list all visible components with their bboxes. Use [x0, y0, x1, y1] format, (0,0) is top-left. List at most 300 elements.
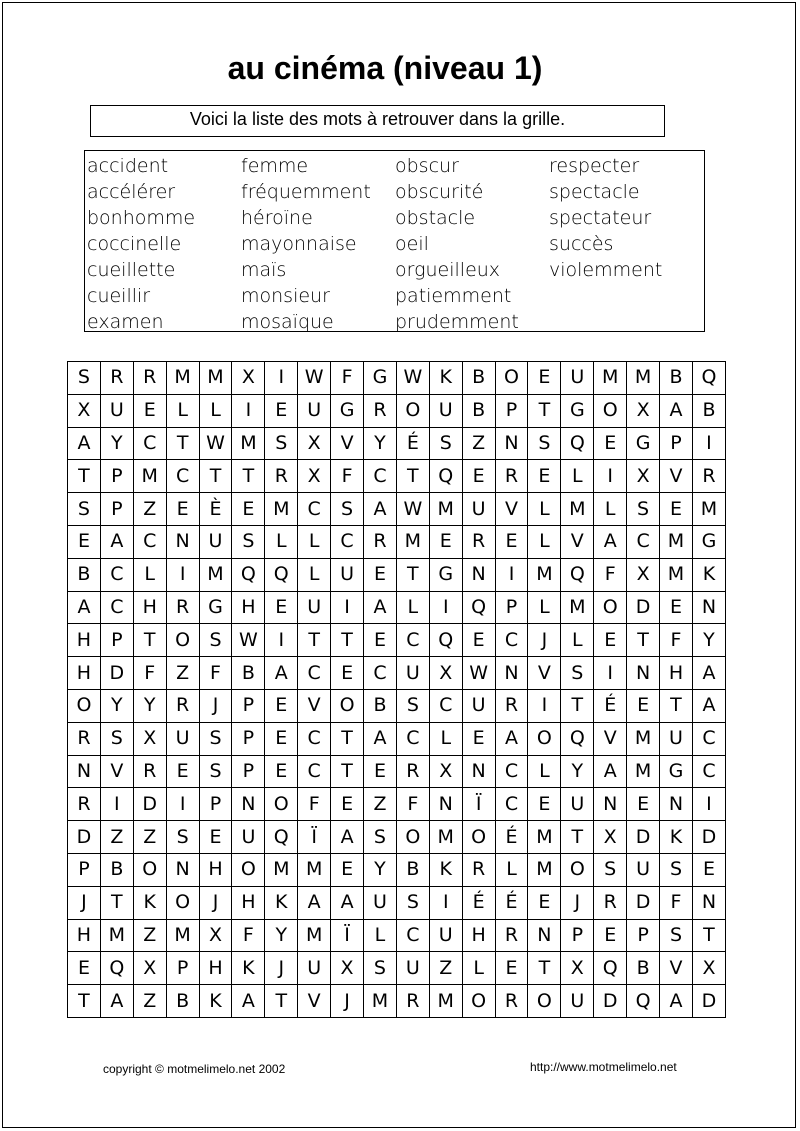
grid-cell[interactable]: E [331, 788, 364, 821]
grid-cell[interactable]: U [462, 493, 495, 526]
grid-cell[interactable]: O [133, 853, 166, 886]
grid-cell[interactable]: P [68, 853, 101, 886]
grid-cell[interactable]: C [495, 788, 528, 821]
grid-cell[interactable]: Q [429, 624, 462, 657]
grid-cell[interactable]: K [660, 821, 693, 854]
grid-cell[interactable]: L [265, 525, 298, 558]
grid-cell[interactable]: C [298, 722, 331, 755]
grid-cell[interactable]: Y [133, 689, 166, 722]
grid-cell[interactable]: E [133, 394, 166, 427]
grid-cell[interactable]: S [100, 722, 133, 755]
grid-cell[interactable]: H [232, 886, 265, 919]
grid-cell[interactable]: A [660, 394, 693, 427]
grid-cell[interactable]: T [68, 985, 101, 1018]
grid-cell[interactable]: C [100, 558, 133, 591]
grid-cell[interactable]: V [660, 460, 693, 493]
grid-cell[interactable]: X [627, 394, 660, 427]
grid-cell[interactable]: V [660, 952, 693, 985]
grid-cell[interactable]: H [68, 657, 101, 690]
grid-cell[interactable]: Z [429, 952, 462, 985]
grid-cell[interactable]: Q [232, 558, 265, 591]
grid-cell[interactable]: G [660, 755, 693, 788]
website-link[interactable]: http://www.motmelimelo.net [530, 1060, 677, 1074]
grid-cell[interactable]: M [627, 722, 660, 755]
grid-cell[interactable]: R [166, 689, 199, 722]
grid-cell[interactable]: E [265, 722, 298, 755]
grid-cell[interactable]: E [692, 853, 725, 886]
grid-cell[interactable]: A [232, 985, 265, 1018]
grid-cell[interactable]: M [166, 919, 199, 952]
grid-cell[interactable]: I [166, 788, 199, 821]
grid-cell[interactable]: U [561, 788, 594, 821]
grid-cell[interactable]: Z [133, 919, 166, 952]
grid-cell[interactable]: E [660, 493, 693, 526]
grid-cell[interactable]: S [561, 657, 594, 690]
grid-cell[interactable]: L [528, 591, 561, 624]
grid-cell[interactable]: V [495, 493, 528, 526]
grid-cell[interactable]: I [166, 558, 199, 591]
grid-cell[interactable]: T [692, 919, 725, 952]
grid-cell[interactable]: F [594, 558, 627, 591]
grid-cell[interactable]: E [495, 525, 528, 558]
grid-cell[interactable]: J [561, 886, 594, 919]
grid-cell[interactable]: E [331, 657, 364, 690]
grid-cell[interactable]: C [495, 624, 528, 657]
grid-cell[interactable]: U [298, 394, 331, 427]
grid-cell[interactable]: I [528, 689, 561, 722]
grid-cell[interactable]: J [68, 886, 101, 919]
grid-cell[interactable]: I [429, 591, 462, 624]
grid-cell[interactable]: S [660, 919, 693, 952]
grid-cell[interactable]: R [692, 460, 725, 493]
grid-cell[interactable]: H [199, 853, 232, 886]
grid-cell[interactable]: R [364, 525, 397, 558]
grid-cell[interactable]: N [627, 657, 660, 690]
grid-cell[interactable]: L [298, 558, 331, 591]
grid-cell[interactable]: M [627, 755, 660, 788]
grid-cell[interactable]: R [495, 689, 528, 722]
grid-cell[interactable]: D [692, 985, 725, 1018]
grid-cell[interactable]: J [199, 886, 232, 919]
grid-cell[interactable]: Q [429, 460, 462, 493]
grid-cell[interactable]: O [561, 853, 594, 886]
grid-cell[interactable]: V [298, 689, 331, 722]
grid-cell[interactable]: R [495, 460, 528, 493]
grid-cell[interactable]: Y [100, 689, 133, 722]
grid-cell[interactable]: C [298, 493, 331, 526]
grid-cell[interactable]: C [133, 427, 166, 460]
grid-cell[interactable]: T [528, 394, 561, 427]
grid-cell[interactable]: K [429, 362, 462, 395]
grid-cell[interactable]: P [495, 394, 528, 427]
grid-cell[interactable]: Q [594, 952, 627, 985]
grid-cell[interactable]: I [100, 788, 133, 821]
grid-cell[interactable]: P [100, 493, 133, 526]
grid-cell[interactable]: Y [265, 919, 298, 952]
grid-cell[interactable]: A [660, 985, 693, 1018]
grid-cell[interactable]: E [495, 952, 528, 985]
grid-cell[interactable]: M [429, 821, 462, 854]
grid-cell[interactable]: T [100, 886, 133, 919]
grid-cell[interactable]: N [692, 591, 725, 624]
grid-cell[interactable]: L [561, 624, 594, 657]
grid-cell[interactable]: E [528, 362, 561, 395]
grid-cell[interactable]: E [166, 493, 199, 526]
grid-cell[interactable]: H [68, 624, 101, 657]
grid-cell[interactable]: E [265, 755, 298, 788]
grid-cell[interactable]: U [199, 525, 232, 558]
grid-cell[interactable]: Q [265, 558, 298, 591]
grid-cell[interactable]: L [462, 952, 495, 985]
grid-cell[interactable]: M [364, 985, 397, 1018]
grid-cell[interactable]: Q [561, 722, 594, 755]
grid-cell[interactable]: U [561, 985, 594, 1018]
grid-cell[interactable]: L [561, 460, 594, 493]
grid-cell[interactable]: Y [100, 427, 133, 460]
grid-cell[interactable]: Z [100, 821, 133, 854]
grid-cell[interactable]: T [298, 624, 331, 657]
grid-cell[interactable]: X [561, 952, 594, 985]
grid-cell[interactable]: K [232, 952, 265, 985]
grid-cell[interactable]: C [364, 460, 397, 493]
grid-cell[interactable]: A [331, 821, 364, 854]
grid-cell[interactable]: E [68, 525, 101, 558]
grid-cell[interactable]: G [561, 394, 594, 427]
grid-cell[interactable]: M [396, 525, 429, 558]
grid-cell[interactable]: O [495, 362, 528, 395]
grid-cell[interactable]: A [68, 427, 101, 460]
grid-cell[interactable]: B [462, 362, 495, 395]
grid-cell[interactable]: I [594, 657, 627, 690]
grid-cell[interactable]: U [298, 952, 331, 985]
grid-cell[interactable]: P [232, 722, 265, 755]
grid-cell[interactable]: S [528, 427, 561, 460]
grid-cell[interactable]: H [232, 591, 265, 624]
grid-cell[interactable]: T [199, 460, 232, 493]
grid-cell[interactable]: P [232, 689, 265, 722]
grid-cell[interactable]: Y [364, 853, 397, 886]
grid-cell[interactable]: T [166, 427, 199, 460]
grid-cell[interactable]: P [199, 788, 232, 821]
grid-cell[interactable]: A [298, 886, 331, 919]
grid-cell[interactable]: S [331, 493, 364, 526]
grid-cell[interactable]: T [133, 624, 166, 657]
grid-cell[interactable]: B [692, 394, 725, 427]
grid-cell[interactable]: U [364, 886, 397, 919]
grid-cell[interactable]: E [627, 689, 660, 722]
grid-cell[interactable]: L [429, 722, 462, 755]
grid-cell[interactable]: Y [364, 427, 397, 460]
grid-cell[interactable]: P [232, 755, 265, 788]
grid-cell[interactable]: Q [462, 591, 495, 624]
grid-cell[interactable]: E [528, 460, 561, 493]
grid-cell[interactable]: B [100, 853, 133, 886]
grid-cell[interactable]: G [199, 591, 232, 624]
grid-cell[interactable]: U [232, 821, 265, 854]
grid-cell[interactable]: Z [133, 985, 166, 1018]
grid-cell[interactable]: H [462, 919, 495, 952]
grid-cell[interactable]: T [331, 624, 364, 657]
grid-cell[interactable]: A [100, 985, 133, 1018]
grid-cell[interactable]: S [68, 493, 101, 526]
grid-cell[interactable]: N [232, 788, 265, 821]
grid-cell[interactable]: A [692, 689, 725, 722]
grid-cell[interactable]: Q [265, 821, 298, 854]
grid-cell[interactable]: O [166, 624, 199, 657]
grid-cell[interactable]: D [100, 657, 133, 690]
grid-cell[interactable]: R [495, 985, 528, 1018]
grid-cell[interactable]: L [396, 591, 429, 624]
grid-cell[interactable]: I [232, 394, 265, 427]
grid-cell[interactable]: M [528, 821, 561, 854]
grid-cell[interactable]: O [462, 821, 495, 854]
grid-cell[interactable]: M [561, 591, 594, 624]
grid-cell[interactable]: P [166, 952, 199, 985]
grid-cell[interactable]: Z [364, 788, 397, 821]
grid-cell[interactable]: T [627, 624, 660, 657]
grid-cell[interactable]: C [495, 755, 528, 788]
grid-cell[interactable]: M [594, 362, 627, 395]
grid-cell[interactable]: M [232, 427, 265, 460]
grid-cell[interactable]: D [594, 985, 627, 1018]
grid-cell[interactable]: J [528, 624, 561, 657]
grid-cell[interactable]: U [660, 722, 693, 755]
grid-cell[interactable]: A [594, 755, 627, 788]
grid-cell[interactable]: U [429, 919, 462, 952]
grid-cell[interactable]: V [100, 755, 133, 788]
grid-cell[interactable]: C [331, 525, 364, 558]
grid-cell[interactable]: W [199, 427, 232, 460]
grid-cell[interactable]: O [594, 394, 627, 427]
grid-cell[interactable]: Y [692, 624, 725, 657]
grid-cell[interactable]: E [594, 624, 627, 657]
grid-cell[interactable]: M [528, 853, 561, 886]
grid-cell[interactable]: L [364, 919, 397, 952]
grid-cell[interactable]: O [396, 394, 429, 427]
grid-cell[interactable]: S [232, 525, 265, 558]
grid-cell[interactable]: X [627, 558, 660, 591]
grid-cell[interactable]: B [232, 657, 265, 690]
grid-cell[interactable]: A [364, 591, 397, 624]
grid-cell[interactable]: F [298, 788, 331, 821]
grid-cell[interactable]: É [396, 427, 429, 460]
grid-cell[interactable]: F [660, 886, 693, 919]
grid-cell[interactable]: W [232, 624, 265, 657]
grid-cell[interactable]: P [660, 427, 693, 460]
grid-cell[interactable]: A [594, 525, 627, 558]
grid-cell[interactable]: E [199, 821, 232, 854]
grid-cell[interactable]: S [627, 493, 660, 526]
grid-cell[interactable]: X [331, 952, 364, 985]
grid-cell[interactable]: F [396, 788, 429, 821]
grid-cell[interactable]: R [265, 460, 298, 493]
grid-cell[interactable]: E [265, 591, 298, 624]
grid-cell[interactable]: S [594, 853, 627, 886]
grid-cell[interactable]: Y [561, 755, 594, 788]
grid-cell[interactable]: E [364, 624, 397, 657]
grid-cell[interactable]: D [133, 788, 166, 821]
grid-cell[interactable]: I [594, 460, 627, 493]
grid-cell[interactable]: A [68, 591, 101, 624]
grid-cell[interactable]: O [331, 689, 364, 722]
grid-cell[interactable]: V [528, 657, 561, 690]
grid-cell[interactable]: L [528, 493, 561, 526]
grid-cell[interactable]: C [627, 525, 660, 558]
grid-cell[interactable]: T [561, 689, 594, 722]
grid-cell[interactable]: L [528, 525, 561, 558]
grid-cell[interactable]: M [199, 362, 232, 395]
grid-cell[interactable]: L [528, 755, 561, 788]
grid-cell[interactable]: E [462, 722, 495, 755]
grid-cell[interactable]: R [396, 755, 429, 788]
grid-cell[interactable]: E [462, 624, 495, 657]
grid-cell[interactable]: W [396, 362, 429, 395]
grid-cell[interactable]: Z [133, 821, 166, 854]
grid-cell[interactable]: X [429, 657, 462, 690]
grid-cell[interactable]: O [462, 985, 495, 1018]
grid-cell[interactable]: E [68, 952, 101, 985]
grid-cell[interactable]: S [364, 821, 397, 854]
grid-cell[interactable]: Q [561, 427, 594, 460]
grid-cell[interactable]: E [594, 919, 627, 952]
grid-cell[interactable]: T [68, 460, 101, 493]
grid-cell[interactable]: D [627, 821, 660, 854]
grid-cell[interactable]: C [298, 755, 331, 788]
grid-cell[interactable]: M [429, 493, 462, 526]
grid-cell[interactable]: É [462, 886, 495, 919]
grid-cell[interactable]: S [364, 952, 397, 985]
grid-cell[interactable]: X [133, 952, 166, 985]
grid-cell[interactable]: D [68, 821, 101, 854]
grid-cell[interactable]: Q [100, 952, 133, 985]
grid-cell[interactable]: C [396, 919, 429, 952]
grid-cell[interactable]: O [68, 689, 101, 722]
grid-cell[interactable]: C [100, 591, 133, 624]
grid-cell[interactable]: B [396, 853, 429, 886]
grid-cell[interactable]: X [627, 460, 660, 493]
grid-cell[interactable]: E [265, 394, 298, 427]
grid-cell[interactable]: C [133, 525, 166, 558]
grid-cell[interactable]: E [166, 755, 199, 788]
grid-cell[interactable]: M [133, 460, 166, 493]
grid-cell[interactable]: X [232, 362, 265, 395]
grid-cell[interactable]: P [495, 591, 528, 624]
grid-cell[interactable]: N [528, 919, 561, 952]
grid-cell[interactable]: O [528, 985, 561, 1018]
grid-cell[interactable]: R [462, 853, 495, 886]
grid-cell[interactable]: R [364, 394, 397, 427]
grid-cell[interactable]: K [429, 853, 462, 886]
grid-cell[interactable]: L [166, 394, 199, 427]
grid-cell[interactable]: X [594, 821, 627, 854]
grid-cell[interactable]: R [396, 985, 429, 1018]
grid-cell[interactable]: A [495, 722, 528, 755]
grid-cell[interactable]: O [594, 591, 627, 624]
grid-cell[interactable]: R [68, 722, 101, 755]
grid-cell[interactable]: N [692, 886, 725, 919]
grid-cell[interactable]: R [133, 362, 166, 395]
grid-cell[interactable]: D [627, 591, 660, 624]
grid-cell[interactable]: O [166, 886, 199, 919]
grid-cell[interactable]: N [462, 755, 495, 788]
grid-cell[interactable]: U [396, 952, 429, 985]
grid-cell[interactable]: M [429, 985, 462, 1018]
grid-cell[interactable]: B [627, 952, 660, 985]
grid-cell[interactable]: M [692, 493, 725, 526]
grid-cell[interactable]: E [660, 591, 693, 624]
grid-cell[interactable]: P [561, 919, 594, 952]
grid-cell[interactable]: U [100, 394, 133, 427]
grid-cell[interactable]: U [627, 853, 660, 886]
grid-cell[interactable]: O [232, 853, 265, 886]
grid-cell[interactable]: X [429, 755, 462, 788]
grid-cell[interactable]: C [692, 755, 725, 788]
grid-cell[interactable]: A [692, 657, 725, 690]
grid-cell[interactable]: C [396, 624, 429, 657]
grid-cell[interactable]: F [199, 657, 232, 690]
grid-cell[interactable]: E [331, 853, 364, 886]
grid-cell[interactable]: G [429, 558, 462, 591]
grid-cell[interactable]: J [331, 985, 364, 1018]
grid-cell[interactable]: I [331, 591, 364, 624]
grid-cell[interactable]: G [692, 525, 725, 558]
grid-cell[interactable]: A [100, 525, 133, 558]
grid-cell[interactable]: T [396, 558, 429, 591]
grid-cell[interactable]: E [429, 525, 462, 558]
grid-cell[interactable]: A [331, 886, 364, 919]
grid-cell[interactable]: W [298, 362, 331, 395]
grid-cell[interactable]: R [100, 362, 133, 395]
grid-cell[interactable]: M [100, 919, 133, 952]
grid-cell[interactable]: M [561, 493, 594, 526]
grid-cell[interactable]: B [68, 558, 101, 591]
grid-cell[interactable]: F [331, 362, 364, 395]
grid-cell[interactable]: V [298, 985, 331, 1018]
grid-cell[interactable]: L [298, 525, 331, 558]
grid-cell[interactable]: Z [166, 657, 199, 690]
grid-cell[interactable]: H [660, 657, 693, 690]
grid-cell[interactable]: N [166, 525, 199, 558]
grid-cell[interactable]: U [298, 591, 331, 624]
grid-cell[interactable]: V [594, 722, 627, 755]
grid-cell[interactable]: K [265, 886, 298, 919]
grid-cell[interactable]: Ï [331, 919, 364, 952]
grid-cell[interactable]: J [199, 689, 232, 722]
grid-cell[interactable]: Q [627, 985, 660, 1018]
grid-cell[interactable]: S [660, 853, 693, 886]
grid-cell[interactable]: T [331, 755, 364, 788]
grid-cell[interactable]: I [692, 427, 725, 460]
grid-cell[interactable]: D [627, 886, 660, 919]
grid-cell[interactable]: T [561, 821, 594, 854]
grid-cell[interactable]: E [528, 886, 561, 919]
grid-cell[interactable]: Ï [462, 788, 495, 821]
grid-cell[interactable]: T [396, 460, 429, 493]
grid-cell[interactable]: C [396, 722, 429, 755]
grid-cell[interactable]: N [660, 788, 693, 821]
grid-cell[interactable]: N [594, 788, 627, 821]
grid-cell[interactable]: C [364, 657, 397, 690]
grid-cell[interactable]: I [429, 886, 462, 919]
grid-cell[interactable]: F [232, 919, 265, 952]
grid-cell[interactable]: J [265, 952, 298, 985]
grid-cell[interactable]: U [561, 362, 594, 395]
grid-cell[interactable]: N [462, 558, 495, 591]
grid-cell[interactable]: E [627, 788, 660, 821]
grid-cell[interactable]: M [528, 558, 561, 591]
grid-cell[interactable]: N [495, 657, 528, 690]
grid-cell[interactable]: L [133, 558, 166, 591]
